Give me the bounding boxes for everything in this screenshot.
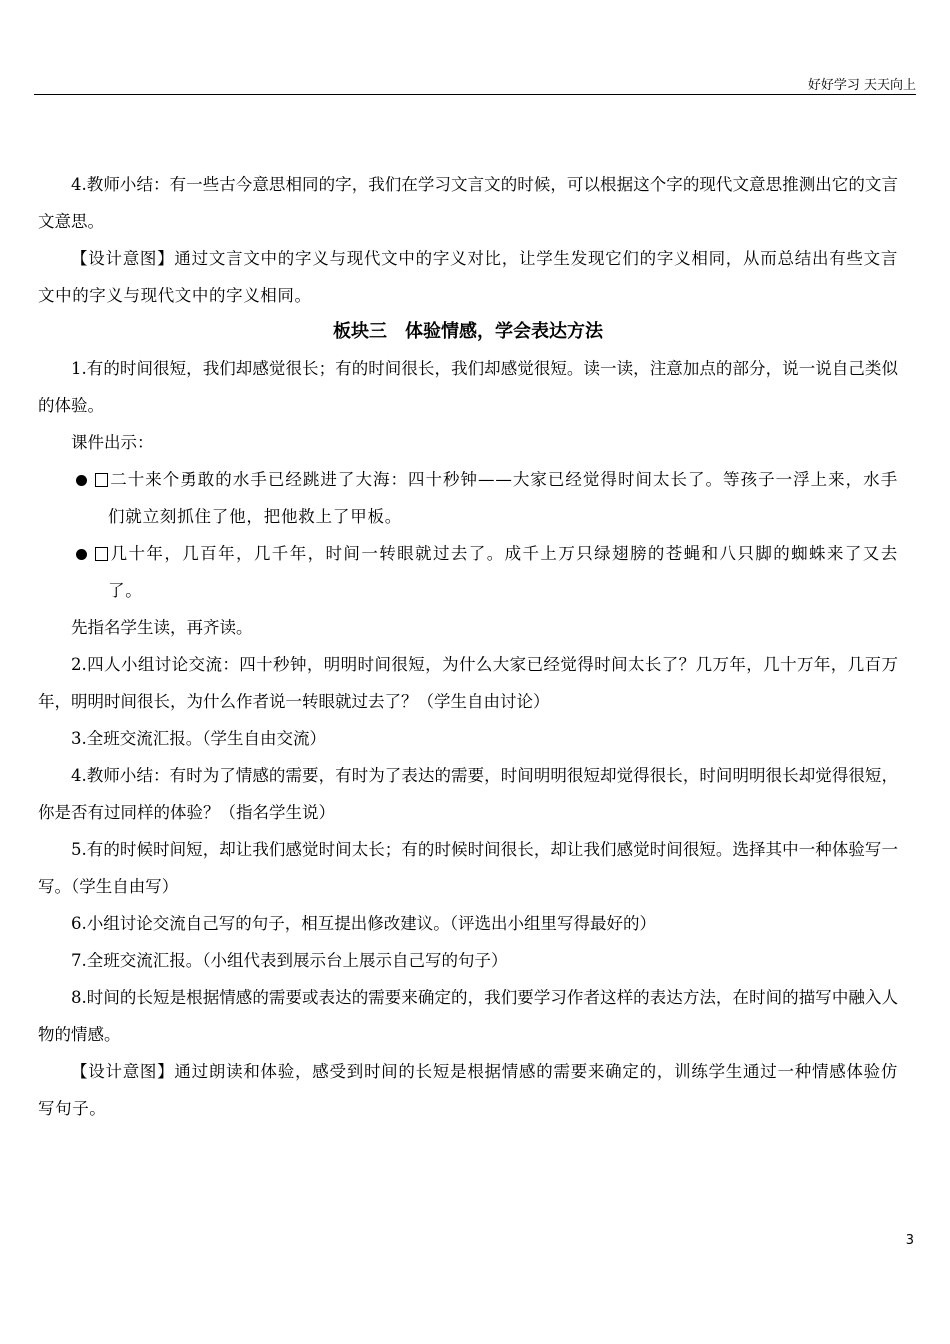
paragraph-step-2: 2.四人小组讨论交流：四十秒钟，明明时间很短，为什么大家已经觉得时间太长了？几万年，几十万年，几百万年，明明时间很长，为什么作者说一转眼就过去了？（学生自由讨论）: [38, 655, 898, 711]
paragraph-design-intent-2: 【设计意图】通过朗读和体验，感受到时间的长短是根据情感的需要来确定的，训练学生通过一种情感体验仿写句子。: [38, 1062, 898, 1118]
paragraph-step-3: 3.全班交流汇报。（学生自由交流）: [71, 729, 326, 748]
paragraph-step-5: 5.有的时候时间短，却让我们感觉时间太长；有的时候时间很长，却让我们感觉时间很短。选择其中一种体验写一写。（学生自由写）: [38, 840, 898, 896]
paragraph-step-4: 4.教师小结：有时为了情感的需要，有时为了表达的需要，时间明明很短却觉得很长，时间明明很长却觉得很短，你是否有过同样的体验？（指名学生说）: [38, 766, 898, 822]
page-header: [34, 72, 916, 95]
paragraph-courseware-label: 课件出示：: [71, 433, 154, 452]
section-title: 板块三 体验情感，学会表达方法: [333, 321, 603, 342]
bullet-dot-icon: [76, 549, 87, 560]
paragraph-step-1: 1.有的时间很短，我们却感觉很长；有的时间很长，我们却感觉很短。读一读，注意加点的部分，说一说自己类似的体验。: [38, 359, 898, 415]
paragraph-teacher-summary-1: 4.教师小结：有一些古今意思相同的字，我们在学习文言文的时候，可以根据这个字的现代文意思推测出它的文言文意思。: [38, 175, 898, 231]
paragraph-design-intent-1: 【设计意图】通过文言文中的字义与现代文中的字义对比，让学生发现它们的字义相同，从而总结出有些文言文中的字义与现代文中的字义相同。: [38, 249, 898, 305]
paragraph-read-instruction: 先指名学生读，再齐读。: [71, 618, 253, 637]
paragraph-step-7: 7.全班交流汇报。（小组代表到展示台上展示自己写的句子）: [71, 951, 508, 970]
page-number: 3: [905, 1233, 914, 1248]
bullet-dot-icon: [76, 475, 87, 486]
paragraph-step-6: 6.小组讨论交流自己写的句子，相互提出修改建议。（评选出小组里写得最好的）: [71, 914, 656, 933]
page-content: [38, 166, 898, 1127]
bullet-item-2: [38, 535, 898, 609]
paragraph-step-8: 8.时间的长短是根据情感的需要或表达的需要来确定的，我们要学习作者这样的表达方法，在时间的描写中融入人物的情感。: [38, 988, 898, 1044]
bullet-text: 二十来个勇敢的水手已经跳进了大海：四十秒钟——大家已经觉得时间太长了。等孩子一浮上来，水手们就立刻抓住了他，把他救上了甲板。: [108, 470, 898, 526]
checkbox-square-icon: [95, 547, 108, 561]
header-tagline: 好好学习 天天向上: [807, 78, 916, 93]
checkbox-square-icon: [95, 473, 108, 487]
bullet-item-1: [38, 461, 898, 535]
bullet-text: 几十年，几百年，几千年，时间一转眼就过去了。成千上万只绿翅膀的苍蝇和八只脚的蜘蛛来了又去了。: [108, 544, 898, 600]
